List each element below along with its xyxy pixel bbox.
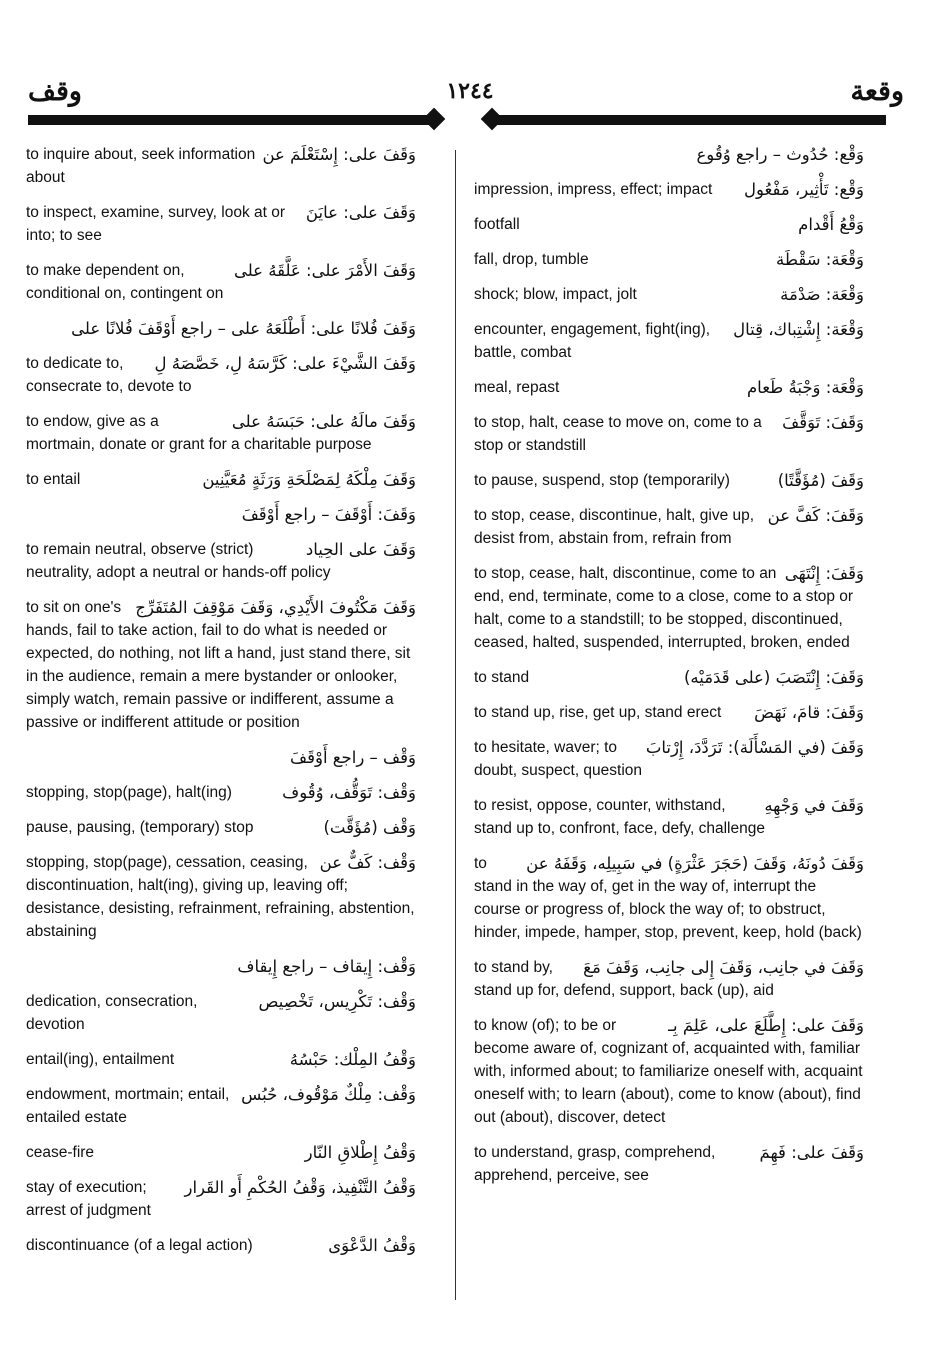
dictionary-entry — [474, 178, 864, 201]
arabic-headword: وَقَفَ (في المَسْأَلَة): تَرَدَّدَ، إِرْتابَ — [645, 738, 864, 757]
page-header — [20, 72, 914, 112]
dictionary-entry — [26, 596, 416, 734]
dictionary-entry — [26, 955, 416, 978]
english-definition: cease-fire — [26, 1144, 95, 1161]
arabic-headword: وَقَفَ مِلْكَهُ لِمَصْلَحَةِ وَرَثَةٍ مُعَيَّنِين — [202, 470, 416, 489]
english-definition: to dedicate to, consecrate to, devote to — [26, 355, 192, 395]
dictionary-entry — [26, 1048, 416, 1071]
dictionary-entry — [26, 990, 416, 1036]
dictionary-entry — [474, 794, 864, 840]
english-definition: to sit on one's hands, fail to take action, fail to do what is needed or expected, do nothing, not lift a hand, just stand there, sit in the audience, remain a mere bystander or onlooker, simply watch, remain passive or indifferent, assume a passive or indifferent attitude or position — [26, 599, 411, 731]
arabic-headword: وَقَفَ على: إِسْتَعْلَمَ عن — [262, 145, 416, 164]
column-divider — [455, 150, 456, 1300]
dictionary-entry — [26, 1234, 416, 1257]
arabic-headword: وَقَفَ في وَجْهِهِ — [764, 796, 864, 815]
arabic-headword: وَقْف: مِلْكٌ مَوْقُوف، حُبُس — [241, 1085, 416, 1104]
dictionary-entry — [474, 411, 864, 457]
arabic-headword: وَقَفَ (مُؤَقَّتًا) — [777, 471, 864, 490]
english-definition: to stand — [474, 669, 530, 686]
arabic-headword: وَقَفَ: إِنْتَهَى — [784, 564, 864, 583]
english-definition: to stand by, stand up for, defend, support, back (up), aid — [474, 959, 774, 999]
english-definition: to stop, halt, cease to move on, come to a stop or standstill — [474, 414, 762, 454]
arabic-headword: وَقْف: إِيقاف – راجع إِيقاف — [237, 957, 416, 976]
dictionary-entry — [474, 376, 864, 399]
english-definition: to pause, suspend, stop (temporarily) — [474, 472, 730, 489]
arabic-headword: وَقْفُ إِطْلاقِ النّار — [304, 1143, 416, 1162]
arabic-headword: وَقْعَة: صَدْمَة — [780, 285, 864, 304]
arabic-headword: وَقَفَ على: عايَنَ — [305, 203, 416, 222]
english-definition: to endow, give as a mortmain, donate or grant for a charitable purpose — [26, 413, 372, 453]
dictionary-entry — [26, 201, 416, 247]
english-definition: footfall — [474, 216, 520, 233]
arabic-headword: وَقَفَ على الحِياد — [305, 540, 416, 559]
left-column — [26, 143, 416, 1269]
dictionary-entry — [26, 259, 416, 305]
arabic-headword: وَقْف – راجع أَوْقَفَ — [290, 748, 416, 767]
english-definition: fall, drop, tumble — [474, 251, 589, 268]
english-definition: to resist, oppose, counter, withstand, stand up to, confront, face, defy, challenge — [474, 797, 765, 837]
english-definition: to inquire about, seek information about — [26, 146, 256, 186]
arabic-headword: وَقْعَة: سَقْطَة — [775, 250, 864, 269]
dictionary-entry — [26, 1083, 416, 1129]
arabic-headword: وَقْفُ التَّنْفِيذ، وَقْفُ الحُكْمِ أَو القَرار — [184, 1178, 416, 1197]
dictionary-entry — [474, 469, 864, 492]
english-definition: stopping, stop(page), cessation, ceasing, discontinuation, halt(ing), giving up, leaving off; desistance, desisting, refrainment, refraining, abstention, abstaining — [26, 854, 415, 940]
english-definition: endowment, mortmain; entail, entailed estate — [26, 1086, 230, 1126]
dictionary-entry — [26, 503, 416, 526]
right-column — [474, 143, 864, 1199]
english-definition: to stand up, rise, get up, stand erect — [474, 704, 722, 721]
english-definition: to know (of); to be or become aware of, cognizant of, acquainted with, familiar with, informed about; to familiarize oneself with, acquaint oneself with; to learn (about), come to know (about), find out (about), discover, detect — [474, 1017, 863, 1126]
arabic-headword: وَقْف: تَكْرِيس، تَخْصِيص — [258, 992, 416, 1011]
dictionary-entry — [26, 468, 416, 491]
arabic-headword: وَقْف (مُؤَقَّت) — [323, 818, 416, 837]
dictionary-entry — [26, 538, 416, 584]
english-definition: to remain neutral, observe (strict) neutrality, adopt a neutral or hands-off policy — [26, 541, 331, 581]
dictionary-entry — [474, 956, 864, 1002]
dictionary-entry — [474, 562, 864, 654]
dictionary-entry — [474, 143, 864, 166]
dictionary-entry — [474, 701, 864, 724]
arabic-headword: وَقَفَ الشَّيْءَ على: كَرَّسَهُ لِ، خَصَّصَهُ لِ — [154, 354, 416, 373]
arabic-headword: وَقَفَ على: إِطَّلَعَ على، عَلِمَ بِـ — [668, 1016, 864, 1035]
dictionary-entry — [474, 736, 864, 782]
english-definition: pause, pausing, (temporary) stop — [26, 819, 254, 836]
arabic-headword: وَقَفَ: تَوَقَّفَ — [782, 413, 864, 432]
english-definition: to understand, grasp, comprehend, apprehend, perceive, see — [474, 1144, 716, 1184]
english-definition: to stand in the way of, get in the way of, interrupt the course or progress of, block the way of; to obstruct, hinder, impede, hamper, stop, prevent, keep, hold (back) — [474, 855, 862, 941]
dictionary-entry — [26, 1176, 416, 1222]
dictionary-entry — [474, 283, 864, 306]
english-definition: to make dependent on, conditional on, contingent on — [26, 262, 224, 302]
guide-word-left: وقف — [28, 76, 82, 107]
english-definition: to stop, cease, discontinue, halt, give up, desist from, abstain from, refrain from — [474, 507, 755, 547]
english-definition: stopping, stop(page), halt(ing) — [26, 784, 232, 801]
arabic-headword: وَقَفَ: أَوْقَفَ – راجع أَوْقَفَ — [241, 505, 416, 524]
dictionary-entry — [26, 851, 416, 943]
arabic-headword: وَقْعَة: وَجْبَةُ طَعام — [746, 378, 864, 397]
arabic-headword: وَقَفَ: إِنْتَصَبَ (على قَدَمَيْه) — [683, 668, 864, 687]
english-definition: shock; blow, impact, jolt — [474, 286, 637, 303]
arabic-headword: وَقَفَ: كَفَّ عن — [767, 506, 864, 525]
english-definition: to hesitate, waver; to doubt, suspect, question — [474, 739, 643, 779]
arabic-headword: وَقْفُ الدَّعْوَى — [328, 1236, 416, 1255]
guide-word-right: وقعة — [850, 76, 904, 107]
dictionary-entry — [26, 143, 416, 189]
arabic-headword: وَقْف: كَفٌّ عن — [319, 853, 416, 872]
header-rule-right — [490, 115, 886, 125]
english-definition: meal, repast — [474, 379, 560, 396]
dictionary-entry — [26, 317, 416, 340]
dictionary-entry — [26, 1141, 416, 1164]
english-definition: to stop, cease, halt, discontinue, come to an end, end, terminate, come to a close, come to a stop or halt, come to a standstill; to be stopped, discontinued, ceased, halted, suspended, interrupted, broken, ended — [474, 565, 854, 651]
dictionary-entry — [474, 666, 864, 689]
arabic-headword: وَقْعَة: إِشْتِباك، قِتال — [733, 320, 864, 339]
arabic-headword: وَقْعُ أَقْدام — [798, 215, 864, 234]
arabic-headword: وَقْفُ المِلْك: حَبْسُهُ — [289, 1050, 416, 1069]
english-definition: encounter, engagement, fight(ing), battle, combat — [474, 321, 711, 361]
arabic-headword: وَقَفَ دُونَهُ، وَقَفَ (حَجَرَ عَثْرَةٍ) في سَبِيلِه، وَقَفَهُ عن — [526, 854, 864, 873]
dictionary-entry — [474, 1014, 864, 1129]
arabic-headword: وَقْع: تَأْثِير، مَفْعُول — [744, 180, 864, 199]
dictionary-entry — [474, 213, 864, 236]
dictionary-entry — [26, 816, 416, 839]
english-definition: dedication, consecration, devotion — [26, 993, 198, 1033]
arabic-headword: وَقَفَ: قامَ، نَهَضَ — [754, 703, 864, 722]
dictionary-entry — [474, 318, 864, 364]
dictionary-entry — [474, 1141, 864, 1187]
dictionary-entry — [474, 504, 864, 550]
english-definition: to inspect, examine, survey, look at or into; to see — [26, 204, 286, 244]
dictionary-entry — [474, 248, 864, 271]
arabic-headword: وَقْف: تَوَقُّف، وُقُوف — [282, 783, 416, 802]
arabic-headword: وَقْع: حُدُوث – راجع وُقُوع — [696, 145, 864, 164]
arabic-headword: وَقَفَ مَكْتُوفَ الأَيْدِي، وَقَفَ مَوْقِفَ المُتَفَرِّج — [135, 598, 416, 617]
arabic-headword: وَقَفَ في جانِب، وَقَفَ إِلى جانِب، وَقَفَ مَعَ — [583, 958, 864, 977]
english-definition: to entail — [26, 471, 81, 488]
english-definition: discontinuance (of a legal action) — [26, 1237, 253, 1254]
dictionary-entry — [26, 746, 416, 769]
arabic-headword: وَقَفَ فُلانًا على: أَطْلَعَهُ على – راجع أَوْقَفَ فُلانًا على — [71, 319, 416, 338]
english-definition: impression, impress, effect; impact — [474, 181, 713, 198]
arabic-headword: وَقَفَ الأَمْرَ على: عَلَّقَهُ على — [233, 261, 416, 280]
dictionary-entry — [26, 352, 416, 398]
arabic-headword: وَقَفَ مالَهُ على: حَبَسَهُ على — [231, 412, 416, 431]
header-rule-left — [28, 115, 434, 125]
arabic-headword: وَقَفَ على: فَهِمَ — [759, 1143, 864, 1162]
dictionary-entry — [26, 410, 416, 456]
dictionary-entry — [26, 781, 416, 804]
page-number: ١٢٤٤ — [446, 78, 494, 104]
english-definition: stay of execution; arrest of judgment — [26, 1179, 151, 1219]
english-definition: entail(ing), entailment — [26, 1051, 175, 1068]
dictionary-entry — [474, 852, 864, 944]
